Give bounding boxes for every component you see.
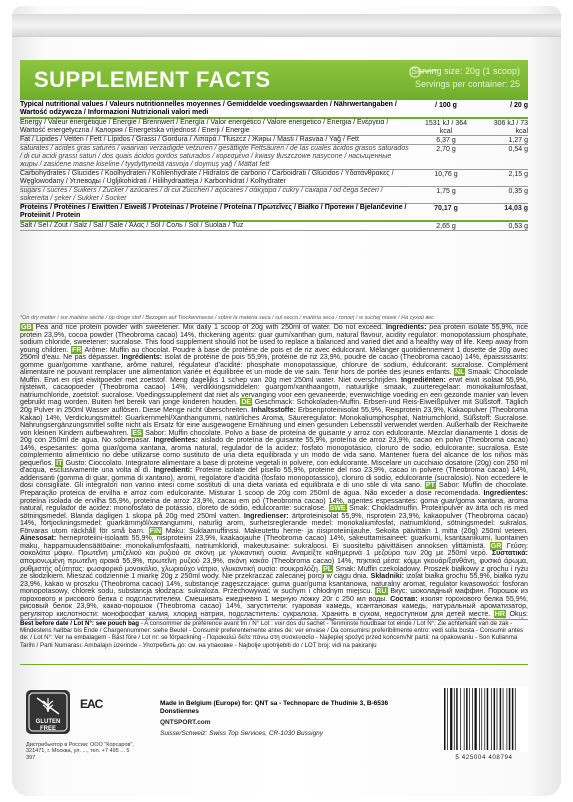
- barcode-bar: [472, 688, 473, 750]
- barcode-bar: [491, 688, 492, 750]
- value-per-20g: 2,15 g: [508, 171, 528, 178]
- ingredients-list: pea protein isolate 55,9%, rice protein 23,9%, cocoa powder (Theobroma cacao) 14%, thickening agents: guar gum/xanthan gum, natural flavour, acidity regulator: monopotassium phosphate, sodium chloride, sweetener: sucralose. This food supplement should not be used to replace a balanced and varied diet and a healthy way of life. Keep away from young children.: [20, 323, 528, 354]
- product-description: Maku: Suklaamuffinssi. Makeutettu herne- ja riisiproteiinijauhe. Sekoita päivittäin 1 mitta (20g) 250ml veteen.: [165, 526, 528, 535]
- language-code: SWE: [329, 504, 346, 513]
- best-before-lead: Best before date / Lot N°: see pouch bag: [20, 620, 140, 627]
- importer-info: Дистрибьютор в России: ООО "Корсаров", 321471, г. Москва, ул. ..., тел. +7 495 ... 5 397: [26, 742, 134, 761]
- ingredients-block: [20, 323, 528, 620]
- barcode-bar: [444, 688, 446, 750]
- product-description: Sabor: Muffin chocolate. Polvo a base de proteína de guisante y arroz con edulcorante. Mezclar diariamente 1 dosis de 20g con 250ml de agua. No sobrepasar.: [20, 428, 528, 445]
- ingredients-label: Συστατικά:: [491, 549, 528, 558]
- value-per-20g: 0,54 g: [508, 146, 528, 153]
- product-description: Arôme: Muffin au chocolat. Poudre à base de protéine de pois et de riz avec édulcorant. Mélanger quotidiennement 1 dosette de 20g avec 250ml d'eau. Ne pas dépasser.: [20, 345, 528, 362]
- best-before-block: [20, 620, 528, 665]
- ingredients-list: απομονωμένη πρωτεΐνη αρακά 55,9%, πρωτεΐνη ρυζιού 23,9%, σκόνη κακάο (Theobroma cacao) 14%, πηκτικά μέσα: κόμμι γκουάρ/ξανθάνη, φυσικό άρωμα, ρυθμιστής οξύτητας: φωσφορικό μονοκάλιο, χλωριούχο νάτριο, γλυκαντική ουσία: σουκραλόζη.: [20, 556, 528, 573]
- value-per-100g: 2,65 g: [436, 223, 456, 230]
- nutrition-row: [20, 222, 528, 231]
- dry-matter-footnote: *On dry matter / sur matière sèche / op droge stof / Bezogen auf Trockenmasse / sobre la materia seca / sul secco / matéria seca / τοπική / w suchej masie / На сухой вес: [20, 315, 434, 321]
- nutrition-row: [20, 136, 528, 145]
- value-per-100g: 2,70 g: [436, 146, 456, 153]
- barcode-bar: [469, 688, 470, 750]
- nutrient-name: Carbohydrates / Glucides / Koolhydraten / Kohlenhydrate / Hidratos de carbono / Carboidrati / Glúcidos / Υδατάνθρακες / Węglowodany / Углеводы / Ugljikohidrati / Hiilihydraatteja / Karbonhidrat / Kolhydrater: [20, 170, 394, 185]
- facts-heading-row: [20, 101, 528, 119]
- website: QNTSPORT.com: [160, 719, 211, 726]
- barcode-bar: [512, 688, 513, 750]
- nutrition-row: [20, 119, 528, 136]
- barcode-bar: [475, 688, 477, 750]
- nutrient-name: Fat / Lipides / Vetten / Fett / Lípidos / Grassi / Gordura / Λιπαρά / Tłuszcz / Жиры / Masti / Rasvaa / Yağ / Fett: [20, 136, 359, 143]
- product-description: Γεύση: σοκολάτα μάφιν. Πρωτεΐνη μπιζελιού και ρυζιού σε σκόνη με γλυκαντική ουσία. Αναμείξτε καθημερινά 1 μεζούρα των 20g με 250ml νερό.: [20, 541, 528, 558]
- ingredients-label: Ingrediënten:: [400, 375, 446, 384]
- ingredients-list: Proteine isolate del pisello 55,9%, proteine del riso 23,9%, cacao in polvere (Theobroma cacao) 14%, addensanti (gomma di guar, gomma di xantano), aromi, regolatore d'acidità (fosfato monopotassico), cloruro di sodio, edulcorante (sucralosio). Non eccedere le dosi consigliate. Gli integratori non vanno intesi come sostituti di una dieta variata ed equilibrata e di uno stile di vita sano.: [20, 466, 528, 490]
- language-code: GR: [490, 541, 502, 550]
- product-description: Gusto: Cioccolato. Integratore alimentare a base di proteine vegetali in polvere, con edulcorante. Miscelare un cucchiaio dosatore (20g) con 250 ml d'acqua, esclusivamente una volta al dì.: [20, 458, 528, 475]
- nutrition-row: [20, 145, 528, 170]
- nutrient-name: Proteins / Protéines / Eiwitten / Eiweiß / Proteínas / Proteine / Proteína / Πρωτεΐνες / Białko / Протеин / Bjelančevine / Proteiinit / Protein: [20, 204, 407, 219]
- value-per-20g: 0,53 g: [508, 223, 528, 230]
- ingredients-label: Ingredienser:: [243, 511, 289, 520]
- ingredients-label: Ingrédients:: [121, 353, 163, 362]
- company-address: QNT sa - Technoparc de Thudinie 3, B-6536 Donstiennes: [160, 700, 389, 715]
- language-code: PT: [425, 481, 435, 490]
- nutrition-table: [20, 101, 528, 231]
- barcode-bar: [447, 688, 448, 750]
- barcode-bar: [484, 688, 485, 750]
- best-before-text: - A consommer de préférence avant fin / N° Lot : voir dos du sachet - Tenminste houdbaar tot einde / Lot N°: Zie achterkant van de zak - Mindestens haltbar bis Ende / Chargennummer: siehe Beutel - Consumir preferentemente antes de: ver envase / Da consumirsi preferibilmente entro: vedi sulla busta - Consumir antes de: / Lot N°: Ver na embalagem - Bäst före / Lot nr: se förpackning - Παρακαλώ δείτε πάνω στη συσκευασία - Najlepiej spożyć przed końcem/Nr partii: na opakowaniu - Son Kullanma Tarihi / Parti Numarası: Ambalajın üzerinde - Употребить до: см. на упаковке - Najbolje upotrijebiti do / LOT broj: vidi na pakiranju: [20, 620, 524, 649]
- language-code: GB: [21, 323, 32, 331]
- language-code: DE: [241, 398, 252, 407]
- supplement-facts-header: [20, 60, 528, 100]
- ingredients-list: proteína isolada de ervilha 55,9%, proteína de arroz 23,9%, cacau em pó (Theobroma cacao) 14%, agentes espessantes: goma guar/goma xantana, aroma natural, regulador de acidez: monofosfato de potássio, cloreto de sódio, edulcorante: sucralose.: [20, 496, 528, 513]
- gluten-free-badge: [26, 690, 70, 734]
- made-in-lead: Made in Belgium (Europe) for:: [160, 700, 253, 707]
- eac-mark: EAC: [80, 697, 103, 711]
- product-description: Pea and rice protein powder with sweetener. Mix daily 1 scoop of 20g with 250ml of water. Do not exceed.: [35, 323, 384, 331]
- ingredients-label: Inhaltsstoffe:: [251, 406, 296, 415]
- nutrient-name: Salt / Sel / Zout / Salz / Sal / Sale / Άλας / Sól / Соль / Sol / Suolaa / Tuz: [20, 222, 244, 229]
- language-code: PL: [323, 564, 333, 573]
- ingredients-list: ärtproteinisolat 55,9%, risprotein 23,9%, kakaopulver (Theobroma cacao) 14%, förtjockningsmedel: guarkärnmjöl/xantangummi, naturlig arom, surhetsreglerande medel: monokaliumfosfat, natriumklorid, sötningsmedel: sukralos. Förvaras utom räckhåll för små barn.: [20, 511, 528, 535]
- barcode-bar: [460, 688, 461, 750]
- serving-size: Serving size: 20g (1 scoop): [410, 66, 520, 76]
- barcode-bar: [509, 688, 511, 750]
- value-per-20g: 0,35 g: [508, 188, 528, 195]
- barcode: [440, 686, 528, 752]
- value-per-20g: 1,27 g: [508, 137, 528, 144]
- barcode-bar: [515, 688, 516, 750]
- barcode-bar: [500, 688, 502, 750]
- ingredients-label: Ingredienti:: [153, 466, 193, 475]
- barcode-bar: [507, 688, 508, 750]
- nutrition-row: [20, 204, 528, 222]
- barcode-bar: [481, 688, 482, 750]
- zipper-seal: [12, 14, 561, 37]
- language-code: FR: [71, 345, 82, 354]
- col-20g: / 20 g: [510, 102, 528, 109]
- barcode-number: 5 425004 408794: [455, 754, 513, 761]
- product-description: Smak: Chokladmuffin. Proteinpulver av ärta och ris med sötningsmedel. Blanda dagligen 1 skopa på 20g med 250ml vatten.: [20, 504, 528, 520]
- gluten-text: GLUTEN: [35, 719, 61, 725]
- product-description: Smaak: Chocolade Muffin. Erwt en rijst eiwitpoeder met zoetstof. Meng dagelijks 1 schep van 20g met 250ml water. Niet overschrijden.: [20, 368, 528, 384]
- barcode-bar: [487, 688, 489, 750]
- language-code: FIN: [149, 526, 162, 535]
- ingredients-label: Ingredients:: [385, 323, 427, 331]
- ingredients-label: Состав:: [390, 594, 418, 603]
- language-code: HR: [494, 609, 505, 618]
- product-description: Okus:: [509, 609, 528, 618]
- ingredients-list: herneproteiini-isolaatti 55,9%, riisiproteiini 23,9%, kaakaojauhe (Theobroma cacao) 14%, sakeuttamisaineet: guarkumi, ksantaanikumi, luontainen maku, happamuudensäätöaine: monokaliumfosfaatti, natriumkloridi, makeutusaine: sukraloosi. Ei suositeltu päivittäisen annoksen ylittämistä.: [20, 534, 528, 550]
- product-description: Вкус: шоколадный маффин. Порошок из горохового и рисового белка с подсластителем. Смешивать ежедневно 1 мерную ложку 20г с 250 мл воды.: [20, 587, 528, 603]
- product-description: Geschmack: Schokoladen-Muffin. Erbsen-und Reis-Eiweißpulver mit Süßstoff. Täglich 20g Pulver in 250ml Wasser auflösen. Diese Menge nicht überschreiten.: [20, 398, 528, 415]
- manufacturer-info: [160, 700, 410, 738]
- product-description: Smak: Muffin czekoladowy. Proszek białkowy z grochu i ryżu ze słodzikiem. Mieszać codziennie 1 miarkę 20g z 250ml wody. Nie przekraczać zalecanej porcji w ciągu dnia.: [20, 564, 528, 581]
- ingredients-label: Ingredientes:: [483, 489, 528, 498]
- ingredients-list: izolat białka grochu 55,9%, białko ryżu 23,9%, kakao w proszku (Theobroma cacao) 14%, substancje zagęszczające: guma guar/guma ksantanowa, naturalny aromat, regulator kwasowości: fosforan monopotasowy, chlorek sodu, substancja słodząca: sukraloza. Przechowywać w suchym i chłodnym miejscu.: [20, 572, 528, 596]
- product-description: Sabor: Muffin de chocolate. Preparação proteica de ervilha e arroz com edulcorante. Misturar 1 scoop de 20g com 250ml de água. Não exceder a dose recomendada.: [20, 481, 528, 498]
- barcode-bar: [494, 688, 496, 750]
- barcode-bar: [450, 688, 452, 750]
- ingredients-list: aislado de proteína de guisante 55,9%, proteína de arroz 23,9%, cacao en polvo (Theobroma cacao) 14%, espesantes: goma guar/goma xantana, aroma natural, regulador de la acidez: fosfato monopotásico, cloruro de sodio, edulcorante: sucralosa. Este complemento alimenticio no debe utilizarse como sustituto de una dieta equilibrada y un modo de vida sano. Mantener fuera del alcance de los niños más pequeños.: [20, 436, 528, 467]
- barcode-bar: [503, 688, 504, 750]
- header-title: SUPPLEMENT FACTS: [34, 67, 271, 92]
- value-per-100g: 1,75 g: [436, 188, 456, 195]
- nutrient-name: Energy / Valeur énergétique / Energie / Brennwert / Energía / Valor energético / Valore energetico / Energia / Ενέργεια / Wartość energetyczna / Калория / Energetska vrijednost / Enerji / Energie: [20, 119, 389, 134]
- ingredients-list: изолят горохового белка 55,9%, рисовый белок 23,9%, какао-порошок (Theobroma cacao) 14%, загустители: гуаровая камедь, ксантановая камедь, натуральный ароматизатор, регулятор кислотности: монофосфат калия, хлорид натрия, подсластитель: сукралоза. Хранить в сухом, недоступном для детей месте.: [20, 594, 528, 618]
- nutrition-row: [20, 187, 528, 204]
- ingredients-list: erwt eiwit isolaat 55,9%, rijsteiwit, cacaopoeder (Theobroma cacao) 14%, verdikkingsmiddelen: guargom/xanthaangom, natuurlijke smaak, zuurteregelaar: monokaliumfosfaat, natriumchloride, zoetstof: sucralose. Voedingssupplement dat niet als vervanging voor een gevarieerde, evenwichtige voeding en een gezonde manier van leven gebruikt mag worden. Buiten het bereik van jonge kinderen houden.: [20, 375, 528, 407]
- value-per-100g: 6,37 g: [436, 137, 456, 144]
- facts-heading: Typical nutritional values / Valeurs nutritionnelles moyennes / Gemiddelde voedingswaarden / Nährwertangaben / Wartość odżywcza / Informazioni Nutrizionali valori medi: [20, 101, 397, 116]
- free-text: FREE: [39, 726, 57, 732]
- language-code: RU: [376, 587, 387, 596]
- language-code: IT: [56, 458, 63, 467]
- ingredients-label: Ainesosat:: [20, 534, 57, 543]
- ingredients-label: Ingredientes:: [153, 436, 199, 445]
- value-per-20g: 306 kJ / 73 kcal: [493, 120, 528, 135]
- barcode-bar: [454, 688, 455, 750]
- barcode-bar: [466, 688, 468, 750]
- barcode-bar: [464, 688, 465, 750]
- value-per-20g: 14,03 g: [504, 205, 528, 212]
- nutrient-name: saturates / acides gras saturés / waarvan verzadigde vetzuren / gesättigte Fettsäuren / de las cuales ácidos grasos saturados / di cui acidi grassi saturi / dos quais ácidos gordos saturados / κορεσμένα / kwasy tłuszczowe nasycone / насыщенные жиры / zasićene masne kiseline / tyydyttyneitä rasvoja / doymuş yağ / Mättat fett: [20, 145, 409, 168]
- swiss-distributor: Suisse/Schweiz: Swiss Top Services, CR-1030 Bussigny: [160, 730, 324, 737]
- barcode-bar: [479, 688, 480, 750]
- nutrition-row: [20, 170, 528, 187]
- language-code: NL: [454, 368, 465, 377]
- ingredients-label: Składniki:: [370, 572, 405, 581]
- value-per-100g: 70,17 g: [434, 205, 458, 212]
- col-100g: / 100 g: [435, 102, 457, 109]
- barcode-bar: [497, 688, 498, 750]
- ingredients-list: Erbsenproteinisolat 55,9%, Reisprotein 23,9%, Kakaopulver (Theobroma Kakao) 14%, Verdickungsmittel: Guarkernmehl/Xanthangummi, natürliches Aroma, Säureregulator: Monokaliumphosphat, Natriumchlorid, Süßstoff: Sucralose. Nahrungsergänzungsmittel sollte nicht als Ersatz für eine ausgewogene Ernährung und einen gesunden Lebensstil verwendet werden. Außerhalb der Reichweite von kleinen Kindern aufbewahren.: [20, 406, 528, 437]
- nutrient-name: sugars / sucres / Suikers / Zucker / azúcares / di cui Zuccheri / açúcares / σάκχαρα / cukry / сахара / od čega šećeri / sokereita / şeker / Sukker / Socker: [20, 187, 383, 202]
- barcode-bar: [456, 688, 458, 750]
- ingredients-list: isolat de protéine de pois 55,9%, protéine de riz 23,9%, poudre de cacao (Theobroma cacao) 14%, épaississants: gomme guar/gomme xanthane, arôme naturel, régulateur d'acidité: phosphate monopotassique, chlorure de sodium, édulcorant: sucralose. Complément alimentaire ne pouvant remplacer une alimentation variée et équilibrée et un mode de vie sain. Tenir hors de portée des jeunes enfants.: [20, 353, 528, 377]
- value-per-100g: 1531 kJ / 364 kcal: [424, 120, 468, 135]
- value-per-100g: 10,76 g: [434, 171, 458, 178]
- servings-per-container: Servings per container: 25: [414, 79, 520, 89]
- language-code: ES: [132, 428, 142, 437]
